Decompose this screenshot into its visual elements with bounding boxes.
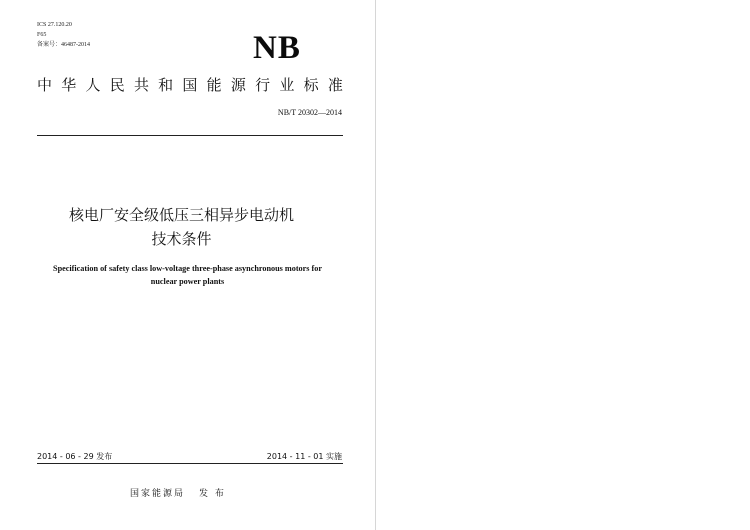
standard-name-char: 国 — [182, 76, 198, 94]
standard-name-char: 共 — [133, 76, 149, 94]
standard-number: NB/T 20302—2014 — [277, 108, 342, 117]
record-number: 备案号：46487-2014 — [37, 42, 90, 48]
issuer — [130, 486, 226, 499]
bottom-rule — [37, 463, 343, 464]
standard-name-char: 和 — [158, 76, 174, 94]
standard-name-char: 华 — [61, 76, 77, 94]
standard-name — [37, 76, 343, 94]
standard-name-char: 民 — [109, 76, 125, 94]
issuer-name: 国家能源局 — [130, 489, 186, 499]
classification-code: F65 — [37, 32, 47, 38]
title-chinese-line-1: 核电厂安全级低压三相异步电动机 — [68, 206, 294, 224]
standard-name-char: 标 — [303, 76, 319, 94]
standard-name-char: 中 — [37, 76, 53, 94]
publish-date: 2014 - 06 - 29 发布 — [37, 452, 113, 461]
blank-page — [376, 0, 750, 530]
nb-logo: NB — [253, 30, 301, 66]
standard-name-char: 源 — [230, 76, 246, 94]
title-english-line-2: nuclear power plants — [150, 277, 225, 286]
title-english-line-1: Specification of safety class low-voltage three-phase asynchronous motors for — [53, 264, 322, 273]
standard-name-char: 准 — [327, 76, 343, 94]
ics-code: ICS 27.120.20 — [37, 22, 72, 28]
standard-name-char: 人 — [85, 76, 101, 94]
standard-name-char: 行 — [255, 76, 271, 94]
issuer-action: 发 布 — [199, 489, 226, 499]
implement-date: 2014 - 11 - 01 实施 — [266, 452, 342, 461]
title-chinese-line-2: 技术条件 — [151, 230, 212, 248]
standard-name-char: 业 — [279, 76, 295, 94]
standard-name-char: 能 — [206, 76, 222, 94]
top-rule — [37, 135, 343, 136]
